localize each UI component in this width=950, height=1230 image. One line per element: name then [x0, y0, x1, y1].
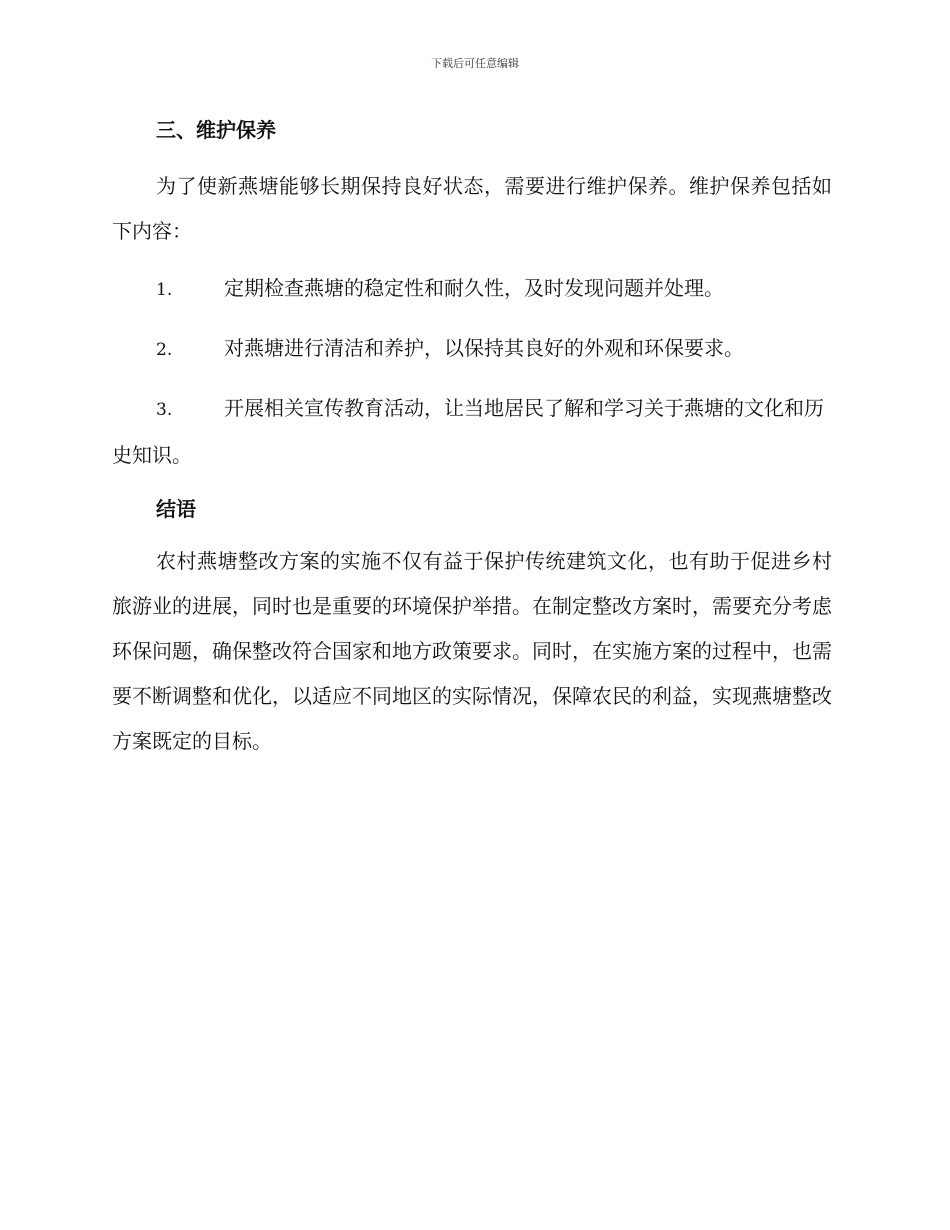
conclusion-paragraph: 农村燕塘整改方案的实施不仅有益于保护传统建筑文化，也有助于促进乡村旅游业的进展，同时也是重要的环境保护举措。在制定整改方案时，需要充分考虑环保问题，确保整改符合国家和地方政策要求。同时，在实施方案的过程中，也需要不断调整和优化，以适应不同地区的实际情况，保障农民的利益，实现燕塘整改方案既定的目标。 — [112, 549, 832, 753]
maintenance-intro-paragraph: 为了使新燕塘能够长期保持良好状态，需要进行维护保养。维护保养包括如下内容： — [112, 174, 832, 243]
list-item — [112, 326, 832, 373]
list-item-text: 对燕塘进行清洁和养护，以保持其良好的外观和环保要求。 — [224, 336, 744, 360]
list-item-text: 开展相关宣传教育活动，让当地居民了解和学习关于燕塘的文化和历史知识。 — [112, 396, 824, 467]
header-note: 下载后可任意编辑 — [431, 57, 519, 70]
document-content — [112, 112, 832, 764]
section-heading-maintenance: 三、维护保养 — [156, 118, 276, 142]
maintenance-list — [112, 266, 832, 478]
list-item — [112, 386, 832, 478]
list-item-number: 1. — [156, 280, 173, 300]
list-item-text: 定期检查燕塘的稳定性和耐久性，及时发现问题并处理。 — [224, 276, 724, 300]
section-heading-conclusion: 结语 — [156, 497, 196, 521]
list-item-number: 2. — [156, 340, 173, 360]
list-item-number: 3. — [156, 400, 173, 420]
list-item — [112, 266, 832, 313]
